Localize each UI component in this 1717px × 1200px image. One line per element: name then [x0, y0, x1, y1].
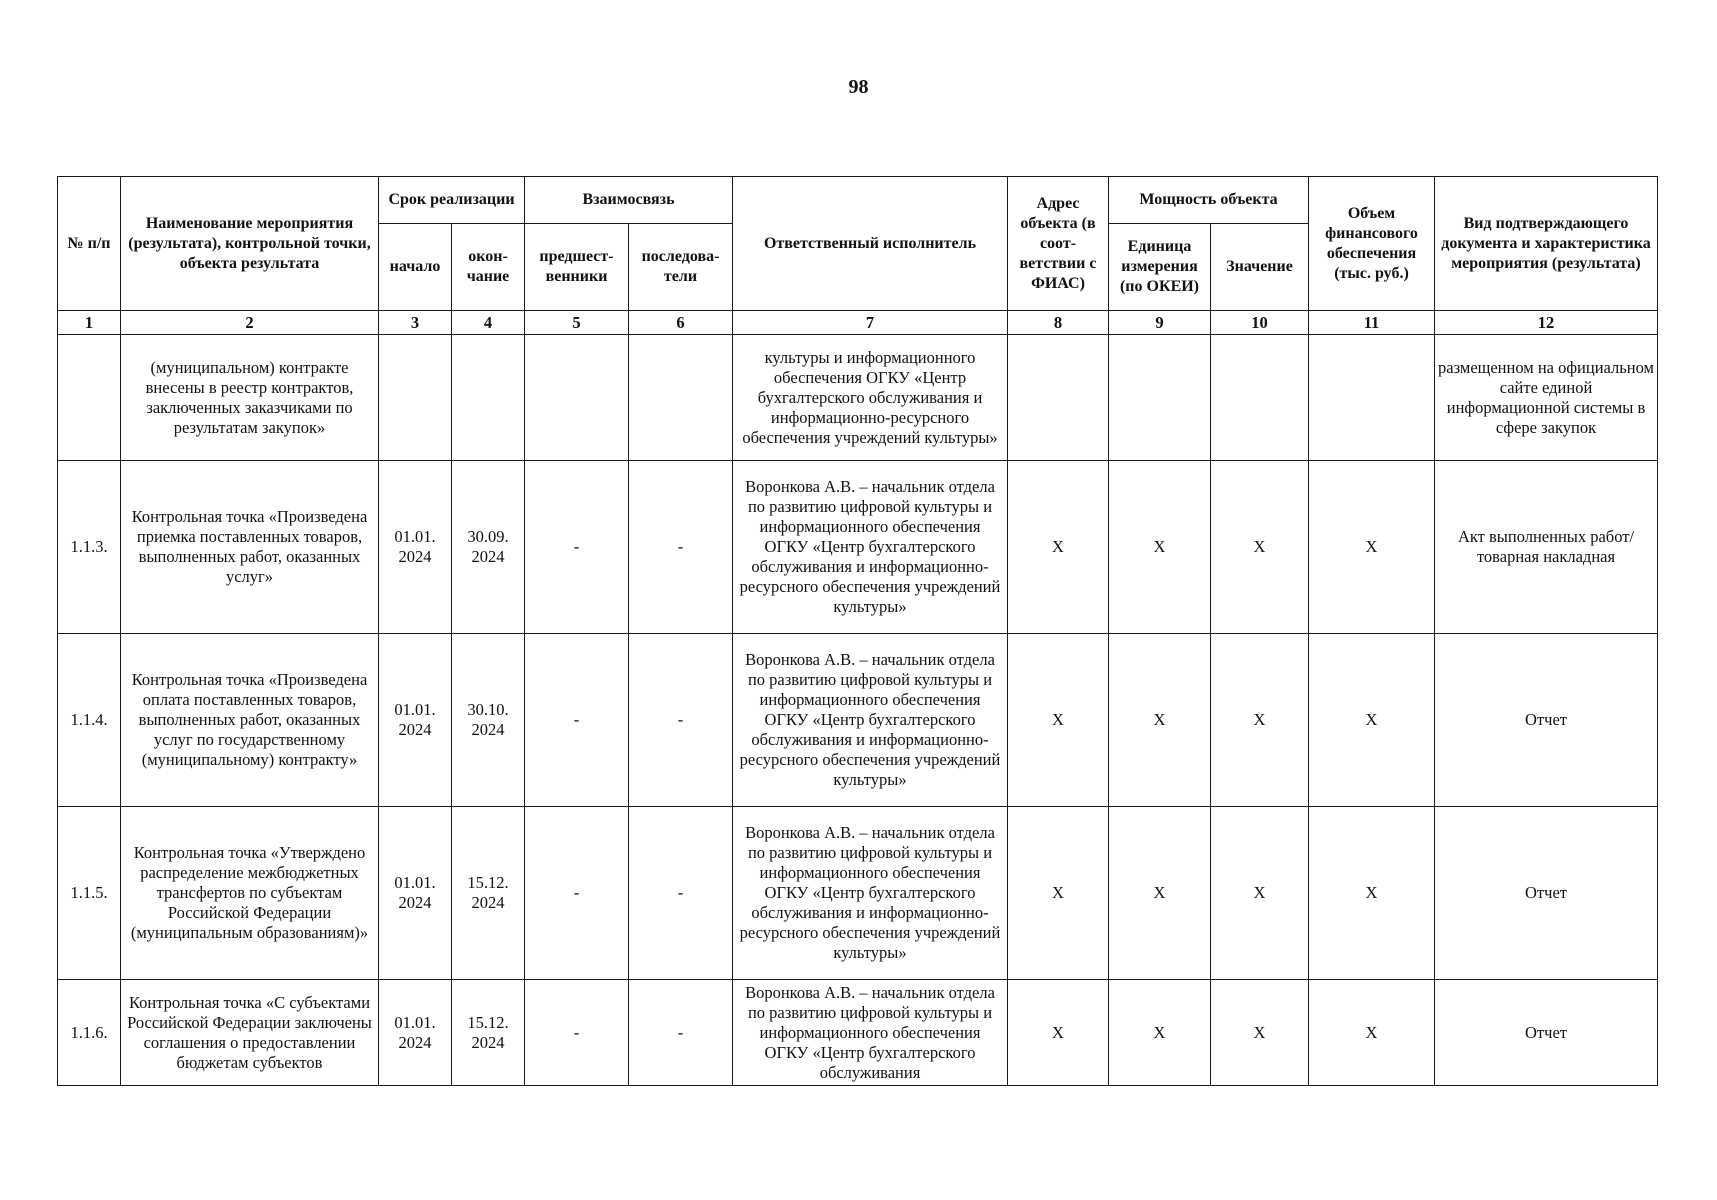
- col-number: 8: [1008, 311, 1109, 335]
- table-row: [58, 807, 1658, 980]
- cell-finance: X: [1309, 634, 1435, 807]
- table-row: [58, 461, 1658, 634]
- cell-start: 01.01. 2024: [379, 980, 452, 1086]
- cell-empty: [629, 335, 733, 461]
- cell-empty: [525, 335, 629, 461]
- cell-value: X: [1211, 634, 1309, 807]
- col-number: 4: [452, 311, 525, 335]
- cell-doc: размещенном на официальном сайте единой информационной системы в сфере закупок: [1435, 335, 1658, 461]
- col-number: 9: [1109, 311, 1211, 335]
- cell-unit: X: [1109, 980, 1211, 1086]
- cell-executor: культуры и информационного обеспечения ОГКУ «Центр бухгалтерского обслуживания и информационно-ресурсного обеспечения учреждений культуры»: [733, 335, 1008, 461]
- cell-address: X: [1008, 980, 1109, 1086]
- cell-executor: Воронкова А.В. – начальник отдела по развитию цифровой культуры и информационного обеспечения ОГКУ «Центр бухгалтерского обслуживания и информационно-ресурсного обеспечения учреждений культуры»: [733, 634, 1008, 807]
- cell-value: X: [1211, 461, 1309, 634]
- column-numbers-row: [58, 311, 1658, 335]
- cell-empty: [1008, 335, 1109, 461]
- cell-prev: -: [525, 461, 629, 634]
- col-number: 6: [629, 311, 733, 335]
- cell-finance: X: [1309, 980, 1435, 1086]
- header-capacity-value: Значение: [1211, 224, 1309, 311]
- header-address: Адрес объекта (в соот-ветствии с ФИАС): [1008, 177, 1109, 311]
- header-term-start: начало: [379, 224, 452, 311]
- col-number: 2: [121, 311, 379, 335]
- cell-empty: [1211, 335, 1309, 461]
- page-number: 98: [848, 76, 869, 98]
- cell-name: Контрольная точка «С субъектами Российской Федерации заключены соглашения о предоставлении бюджетам субъектов: [121, 980, 379, 1086]
- cell-no: 1.1.6.: [58, 980, 121, 1086]
- cell-no: 1.1.4.: [58, 634, 121, 807]
- cell-no: 1.1.3.: [58, 461, 121, 634]
- cell-doc: Акт выполненных работ/товарная накладная: [1435, 461, 1658, 634]
- header-relation: Взаимосвязь: [525, 177, 733, 224]
- header-capacity: Мощность объекта: [1109, 177, 1309, 224]
- cell-end: 15.12. 2024: [452, 980, 525, 1086]
- cell-end: 30.10. 2024: [452, 634, 525, 807]
- cell-value: X: [1211, 807, 1309, 980]
- cell-finance: X: [1309, 461, 1435, 634]
- col-number: 3: [379, 311, 452, 335]
- cell-empty: [1309, 335, 1435, 461]
- cell-executor: Воронкова А.В. – начальник отдела по развитию цифровой культуры и информационного обеспечения ОГКУ «Центр бухгалтерского обслуживания и информационно-ресурсного обеспечения учреждений культуры»: [733, 807, 1008, 980]
- cell-next: -: [629, 634, 733, 807]
- cell-start: 01.01. 2024: [379, 807, 452, 980]
- cell-empty: [1109, 335, 1211, 461]
- cell-executor: Воронкова А.В. – начальник отдела по развитию цифровой культуры и информационного обеспечения ОГКУ «Центр бухгалтерского обслуживания: [733, 980, 1008, 1086]
- cell-end: 15.12. 2024: [452, 807, 525, 980]
- cell-next: -: [629, 980, 733, 1086]
- cell-doc: Отчет: [1435, 634, 1658, 807]
- cell-name: (муниципальном) контракте внесены в реестр контрактов, заключенных заказчиками по результатам закупок»: [121, 335, 379, 461]
- cell-end: 30.09. 2024: [452, 461, 525, 634]
- cell-name: Контрольная точка «Произведена оплата поставленных товаров, выполненных работ, оказанных услуг по государственному (муниципальному) контракту»: [121, 634, 379, 807]
- cell-prev: -: [525, 807, 629, 980]
- col-number: 12: [1435, 311, 1658, 335]
- cell-empty: [379, 335, 452, 461]
- cell-prev: -: [525, 634, 629, 807]
- col-number: 1: [58, 311, 121, 335]
- cell-next: -: [629, 461, 733, 634]
- cell-address: X: [1008, 634, 1109, 807]
- cell-value: X: [1211, 980, 1309, 1086]
- cell-name: Контрольная точка «Утверждено распределение межбюджетных трансфертов по субъектам Российской Федерации (муниципальным образованиям)»: [121, 807, 379, 980]
- cell-name: Контрольная точка «Произведена приемка поставленных товаров, выполненных работ, оказанных услуг»: [121, 461, 379, 634]
- col-number: 5: [525, 311, 629, 335]
- cell-start: 01.01. 2024: [379, 461, 452, 634]
- cell-address: X: [1008, 807, 1109, 980]
- header-capacity-unit: Единица измерения (по ОКЕИ): [1109, 224, 1211, 311]
- header-term: Срок реализации: [379, 177, 525, 224]
- cell-executor: Воронкова А.В. – начальник отдела по развитию цифровой культуры и информационного обеспечения ОГКУ «Центр бухгалтерского обслуживания и информационно-ресурсного обеспечения учреждений культуры»: [733, 461, 1008, 634]
- cell-start: 01.01. 2024: [379, 634, 452, 807]
- cell-prev: -: [525, 980, 629, 1086]
- table-row: [58, 980, 1658, 1086]
- header-no: № п/п: [58, 177, 121, 311]
- table-row: [58, 634, 1658, 807]
- header-term-end: окон-чание: [452, 224, 525, 311]
- header-executor: Ответственный исполнитель: [733, 177, 1008, 311]
- col-number: 7: [733, 311, 1008, 335]
- cell-unit: X: [1109, 634, 1211, 807]
- cell-empty: [452, 335, 525, 461]
- header-relation-next: последова-тели: [629, 224, 733, 311]
- header-finance: Объем финансового обеспечения (тыс. руб.): [1309, 177, 1435, 311]
- header-name: Наименование мероприятия (результата), контрольной точки, объекта результата: [121, 177, 379, 311]
- cell-doc: Отчет: [1435, 807, 1658, 980]
- col-number: 10: [1211, 311, 1309, 335]
- cell-next: -: [629, 807, 733, 980]
- header-relation-prev: предшест-венники: [525, 224, 629, 311]
- plan-table: [57, 176, 1658, 1086]
- cell-address: X: [1008, 461, 1109, 634]
- cell-unit: X: [1109, 807, 1211, 980]
- col-number: 11: [1309, 311, 1435, 335]
- cell-no: 1.1.5.: [58, 807, 121, 980]
- cell-unit: X: [1109, 461, 1211, 634]
- table-row-continuation: [58, 335, 1658, 461]
- cell-empty: [58, 335, 121, 461]
- header-doc-type: Вид подтверждающего документа и характеристика мероприятия (результата): [1435, 177, 1658, 311]
- cell-doc: Отчет: [1435, 980, 1658, 1086]
- cell-finance: X: [1309, 807, 1435, 980]
